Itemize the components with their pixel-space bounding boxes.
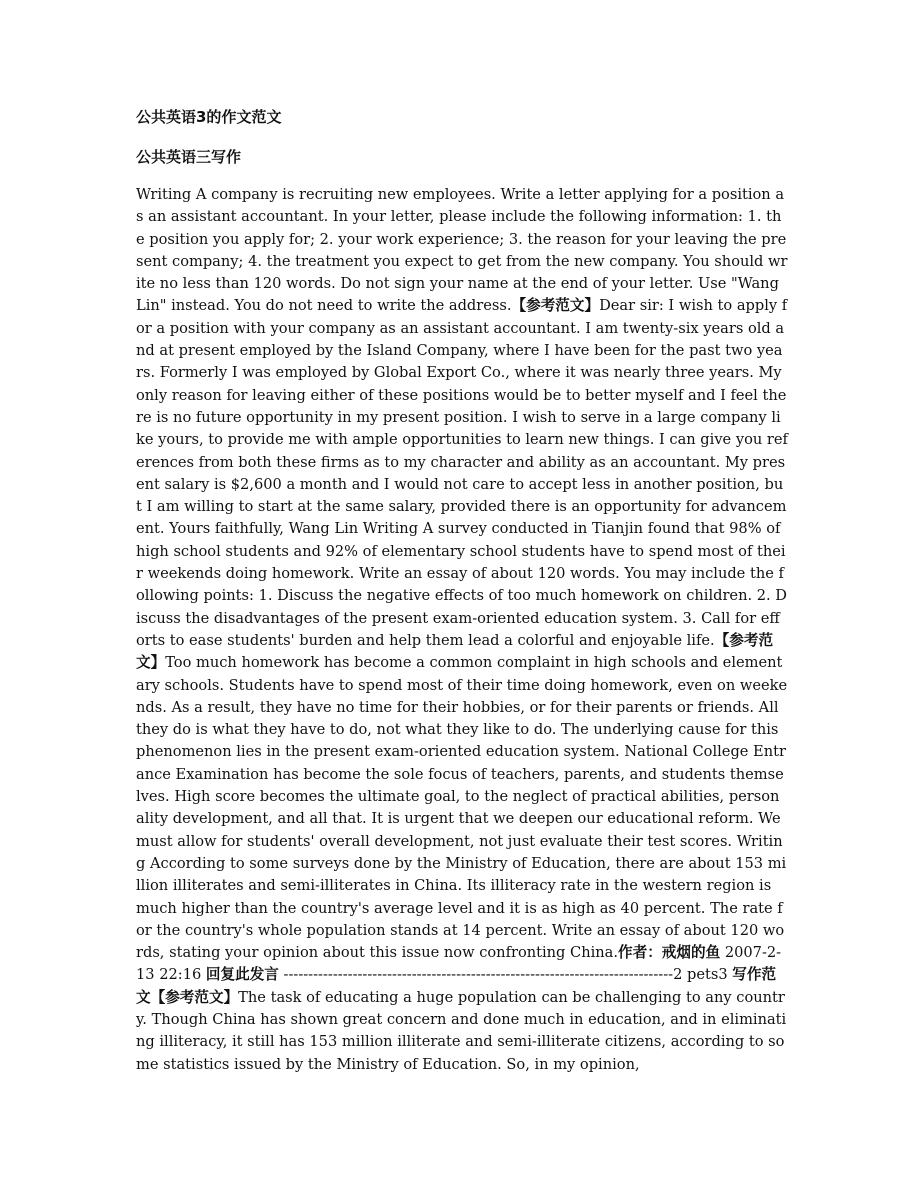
body-segment-letter-and-prompt-2: Dear sir: I wish to apply for a position with your company as an assistant accountant. I am twenty-six years old and at present employed by the Island Company, where I have been for the past two years. Formerly I was employed by Global Export Co., where it was nearly three years. My only reason for leaving either of these positions would be to better myself and I feel there is no future opportunity in my present position. I wish to serve in a large company like yours, to provide me with ample opportunities to learn new things. I can give you references from both these firms as to my character and ability as an accountant. My present salary is $2,600 a month and I would not care to accept less in another position, but I am willing to start at the same salary, provided there is an opportunity for advancement. Yours faithfully, Wang Lin Writing A survey conducted in Tianjin found that 98% of high school students and 92% of elementary school students have to spend most of their weekends doing homework. Write an essay of about 120 words. You may include the following points: 1. Discuss the negative effects of too much homework on children. 2. Discuss the disadvantages of the present exam-oriented education system. 3. Call for efforts to ease students' burden and help them lead a colorful and enjoyable life. xyxy=(136,297,788,649)
document-title: 公共英语3的作文范文 xyxy=(136,108,282,126)
body-segment-reference-label-2: 【参考范文】 xyxy=(136,631,774,672)
body-segment-writing-prompt-1: Writing A company is recruiting new employees. Write a letter applying for a position as an assistant accountant. In your letter, please include the following information: 1. the position you apply for; 2. your work experience; 3. the reason for your leaving the present company; 4. the treatment you expect to get from the new company. You should write no less than 120 words. Do not sign your name at the end of your letter. Use "Wang Lin" instead. You do not need to write the address. xyxy=(136,186,788,315)
body-segment-sample-heading: 写作范文【参考范文】 xyxy=(136,966,777,1006)
document-subtitle: 公共英语三写作 xyxy=(136,148,242,166)
body-segment-final-essay: The task of educating a huge population can be challenging to any country. Though China has shown great concern and done much in education, and in eliminating illiteracy, it still has 153 million illiterate and semi-illiterate citizens, according to some statistics issued by the Ministry of Education. So, in my opinion, xyxy=(136,988,787,1073)
body-segment-divider: -------------------------------------------------------------------------------2 pets3 xyxy=(278,966,733,984)
body-segment-reference-label-1: 【参考范文】 xyxy=(511,297,600,315)
body-segment-author: 作者：戒烟的鱼 xyxy=(618,944,721,962)
body-segment-essay-and-prompt-3: Too much homework has become a common complaint in high schools and elementary schools. Students have to spend most of their time doing homework, even on weekends. As a result, they have no time for their hobbies, or for their parents or friends. All they do is what they have to do, not what they like to do. The underlying cause for this phenomenon lies in the present exam-oriented education system. National College Entrance Examination has become the sole focus of teachers, parents, and students themselves. High score becomes the ultimate goal, to the neglect of practical abilities, personality development, and all that. It is urgent that we deepen our educational reform. We must allow for students' overall development, not just evaluate their test scores. Writing According to some surveys done by the Ministry of Education, there are about 153 million illiterates and semi-illiterates in China. Its illiteracy rate in the western region is much higher than the country's average level and it is as high as 40 percent. The rate for the country's whole population stands at 14 percent. Write an essay of about 120 words, stating your opinion about this issue now confronting China. xyxy=(136,654,788,962)
body-segment-reply-label: 回复此发言 xyxy=(205,966,279,984)
document-body xyxy=(136,184,788,1076)
body-segment-datetime: 2007-2-13 22:16 xyxy=(136,944,782,984)
document-page xyxy=(136,104,788,1076)
